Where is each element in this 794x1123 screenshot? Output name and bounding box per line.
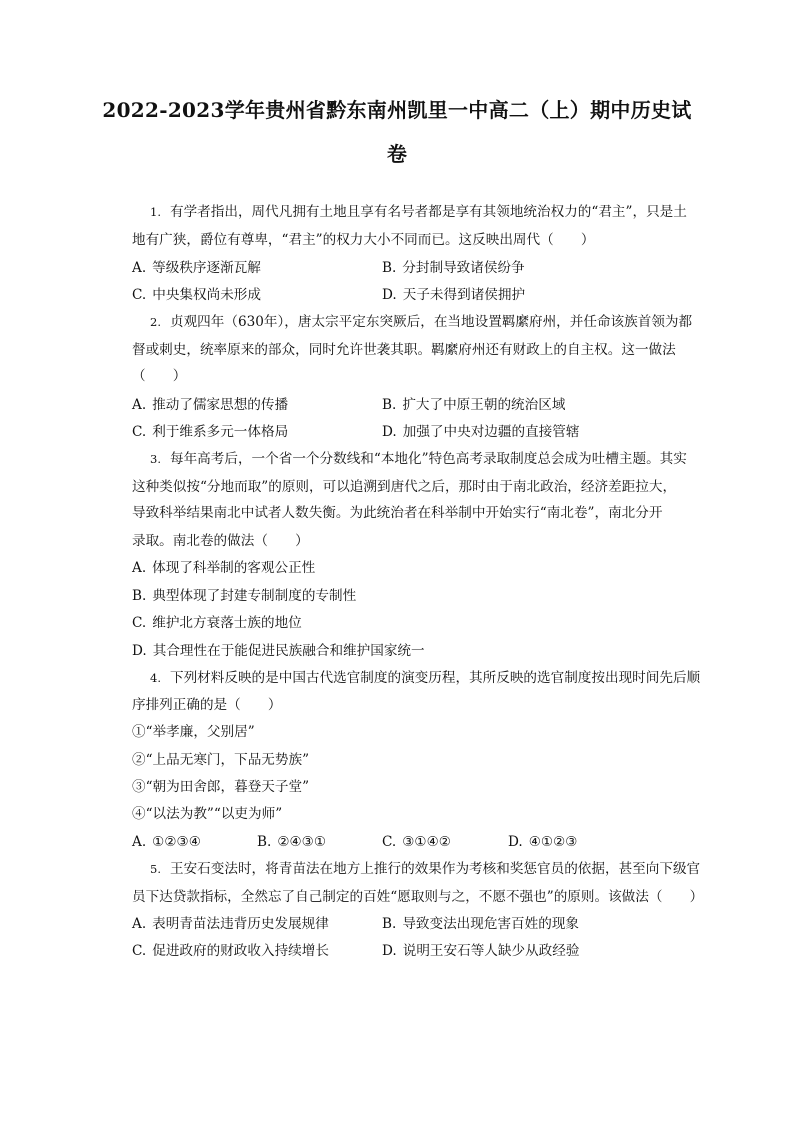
question-1-option-d[interactable]: D. 天子未得到诸侯拥护 — [382, 287, 526, 303]
question-3-line-2: 这种类似按“分地而取”的原则，可以追溯到唐代之后，那时由于南北政治，经济差距拉大， — [132, 479, 677, 495]
question-5-option-a[interactable]: A. 表明青苗法违背历史发展规律 — [132, 916, 329, 932]
question-2-option-d[interactable]: D. 加强了中央对边疆的直接管辖 — [382, 424, 580, 440]
question-3-option-c[interactable]: C. 维护北方衰落士族的地位 — [132, 615, 302, 631]
question-2-option-b[interactable]: B. 扩大了中原王朝的统治区域 — [382, 397, 566, 413]
question-4-option-d[interactable]: D. ④①②③ — [508, 834, 578, 850]
question-2-number: 2. — [150, 315, 161, 329]
question-1-number: 1. — [150, 205, 161, 219]
question-3-number: 3. — [150, 452, 161, 466]
question-5-option-b[interactable]: B. 导致变法出现危害百姓的现象 — [382, 916, 580, 932]
question-5-option-d[interactable]: D. 说明王安石等人缺少从政经验 — [382, 943, 580, 959]
question-5-number: 5. — [150, 862, 161, 876]
question-2-line-1: 2. 贞观四年（630年），唐太宗平定东突厥后，在当地设置羁縻府州，并任命该族首领为都 — [150, 314, 693, 330]
exam-title-line2: 卷 — [386, 142, 408, 166]
question-4-option-a[interactable]: A. ①②③④ — [132, 834, 201, 850]
question-3-option-b[interactable]: B. 典型体现了封建专制制度的专制性 — [132, 588, 357, 604]
question-2-line-3: （ ） — [132, 368, 187, 384]
question-5-line-1: 5. 王安石变法时，将青苗法在地方上推行的效果作为考核和奖惩官员的依据，甚至向下级官 — [150, 861, 701, 877]
question-4-item-2: ②“上品无寒门，下品无势族” — [132, 752, 310, 768]
question-4-item-1: ①“举孝廉，父别居” — [132, 724, 255, 740]
question-2-line-2: 督或刺史，统率原来的部众，同时允许世袭其职。羁縻府州还有财政上的自主权。这一做法 — [132, 342, 676, 358]
question-1-option-c[interactable]: C. 中央集权尚未形成 — [132, 287, 261, 303]
question-4-line-1: 4. 下列材料反映的是中国古代选官制度的演变历程，其所反映的选官制度按出现时间先后顺 — [150, 670, 701, 686]
question-1-option-b[interactable]: B. 分封制导致诸侯纷争 — [382, 260, 525, 276]
question-1-line-2: 地有广狭，爵位有尊卑，“君主”的权力大小不同而已。这反映出周代（ ） — [132, 232, 595, 248]
question-3-option-d[interactable]: D. 其合理性在于能促进民族融合和维护国家统一 — [132, 643, 425, 659]
question-3-line-1: 3. 每年高考后，一个省一个分数线和“本地化”特色高考录取制度总会成为吐槽主题。其实 — [150, 451, 687, 467]
question-3-option-a[interactable]: A. 体现了科举制的客观公正性 — [132, 560, 316, 576]
question-5-line-2: 员下达贷款指标，全然忘了自己制定的百姓“愿取则与之，不愿不强也”的原则。该做法（ ） — [132, 889, 704, 905]
question-3-line-3: 导致科举结果南北中试者人数失衡。为此统治者在科举制中开始实行“南北卷”，南北分开 — [132, 505, 663, 521]
question-4-line-2: 序排列正确的是（ ） — [132, 697, 282, 713]
question-4-number: 4. — [150, 671, 161, 685]
question-2-option-a[interactable]: A. 推动了儒家思想的传播 — [132, 397, 289, 413]
question-5-option-c[interactable]: C. 促进政府的财政收入持续增长 — [132, 943, 329, 959]
question-4-option-b[interactable]: B. ②④③① — [257, 834, 327, 850]
exam-title-line1: 2022-2023学年贵州省黔东南州凯里一中高二（上）期中历史试 — [102, 98, 692, 122]
question-3-line-4: 录取。南北卷的做法（ ） — [132, 533, 309, 549]
question-1-line-1: 1. 有学者指出，周代凡拥有土地且享有名号者都是享有其领地统治权力的“君主”，只是土 — [150, 204, 687, 220]
question-4-item-4: ④“以法为教”“以吏为师” — [132, 806, 283, 822]
question-1-option-a[interactable]: A. 等级秩序逐渐瓦解 — [132, 260, 261, 276]
question-4-item-3: ③“朝为田舍郎，暮登天子堂” — [132, 779, 310, 795]
question-4-option-c[interactable]: C. ③①④② — [382, 834, 451, 850]
question-2-option-c[interactable]: C. 利于维系多元一体格局 — [132, 424, 289, 440]
